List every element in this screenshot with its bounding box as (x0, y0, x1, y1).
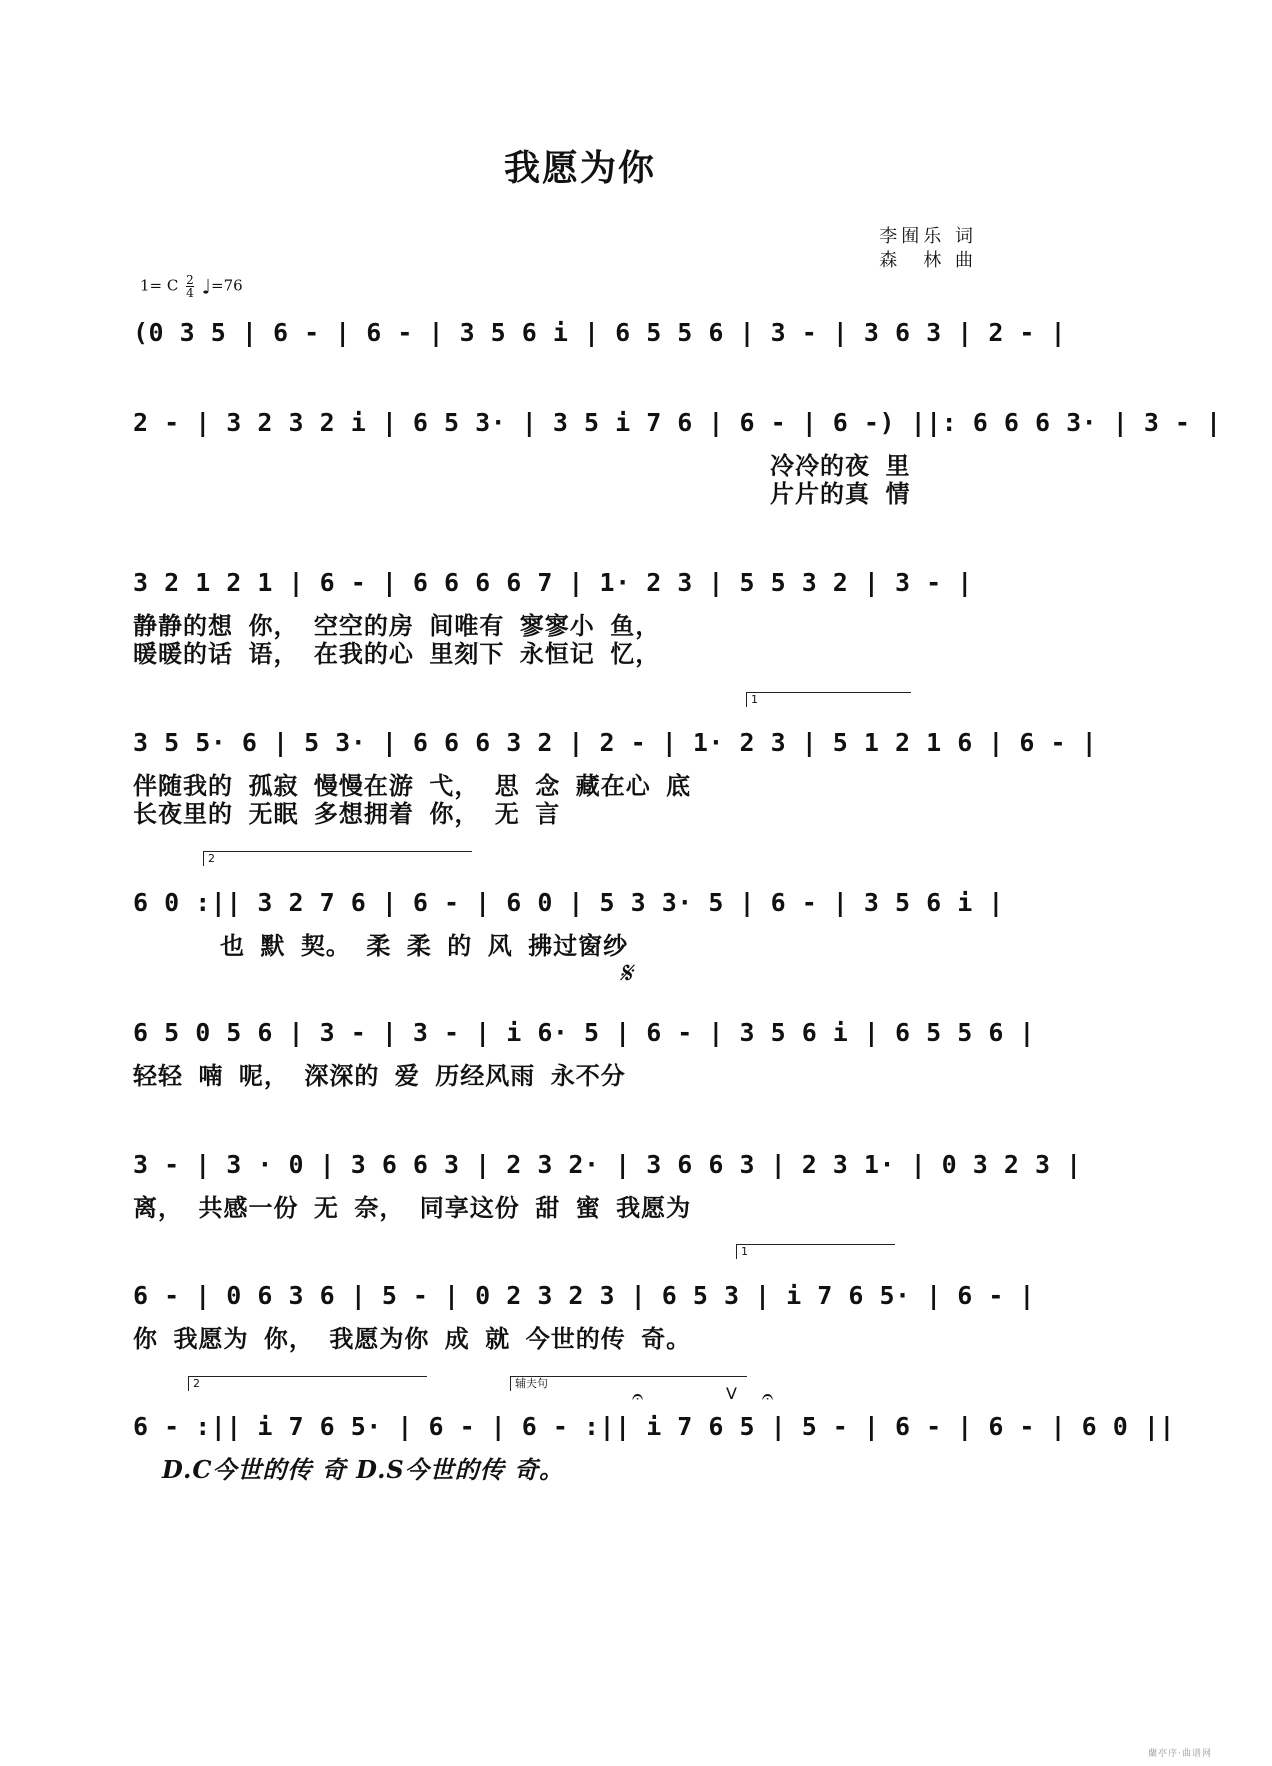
fermata-sign-2: 𝄐 (762, 1384, 774, 1408)
composer-credit: 森 林 曲 (879, 250, 977, 271)
time-signature (186, 274, 194, 299)
lyric-line-6: 轻轻 喃 呢， 深深的 爱 历经风雨 永不分 (133, 1062, 626, 1090)
notation-line-7: 3 - | 3 · 0 | 3 6 6 3 | 2 3 2· | 3 6 6 3 | 2 3 1· | 0 3 2 3 | (133, 1150, 1082, 1179)
lyricist-credit: 李囿乐 词 (879, 226, 977, 247)
notation-line-4: 3 5 5· 6 | 5 3· | 6 6 6 3 2 | 2 - | 1· 2 3 | 5 1 2 1 6 | 6 - | (133, 728, 1098, 757)
key-signature: 1= C (140, 276, 179, 295)
coda-bracket: 辅夫句 (510, 1376, 747, 1391)
notation-line-5: 6 0 :|| 3 2 7 6 | 6 - | 6 0 | 5 3 3· 5 | 6 - | 3 5 6 i | (133, 888, 1004, 917)
first-ending-bracket-2: 1 (736, 1244, 895, 1259)
second-ending-bracket-2: 2 (188, 1376, 427, 1391)
site-watermark: 蘭亭序·曲谱网 (1148, 1749, 1212, 1759)
lyric-line-8: 你 我愿为 你， 我愿为你 成 就 今世的传 奇。 (133, 1325, 692, 1353)
notation-line-1: (0 3 5 | 6 - | 6 - | 3 5 6 i | 6 5 5 6 | 3 - | 3 6 3 | 2 - | (133, 318, 1067, 347)
notation-line-6: 6 5 0 5 6 | 3 - | 3 - | i 6· 5 | 6 - | 3 5 6 i | 6 5 5 6 | (133, 1018, 1035, 1047)
first-ending-bracket: 1 (746, 692, 911, 707)
notation-line-8: 6 - | 0 6 3 6 | 5 - | 0 2 3 2 3 | 6 5 3 | i 7 6 5· | 6 - | (133, 1281, 1035, 1310)
notation-line-3: 3 2 1 2 1 | 6 - | 6 6 6 6 7 | 1· 2 3 | 5 5 3 2 | 3 - | (133, 568, 973, 597)
lyric-line-9: D.C今世的传 奇 D.S今世的传 奇。 (162, 1455, 565, 1484)
lyric-line-2-verse-1: 冷冷的夜 里 (770, 452, 911, 480)
lyric-line-2-verse-2: 片片的真 情 (770, 480, 911, 508)
quarter-note-icon: ♩ (201, 274, 211, 299)
segno-sign: 𝄋 (619, 956, 632, 991)
tempo-value: =76 (211, 276, 243, 295)
lyric-line-3-verse-2: 暖暖的话 语， 在我的心 里刻下 永恒记 忆， (133, 640, 661, 668)
lyric-line-7: 离， 共感一份 无 奈， 同享这份 甜 蜜 我愿为 (133, 1194, 692, 1222)
meter-bottom: 4 (186, 286, 194, 300)
notation-line-9: 6 - :|| i 7 6 5· | 6 - | 6 - :|| i 7 6 5 | 5 - | 6 - | 6 - | 6 0 || (133, 1412, 1175, 1441)
breath-mark: V (726, 1384, 737, 1403)
key-tempo (140, 274, 243, 299)
notation-line-2: 2 - | 3 2 3 2 i | 6 5 3· | 3 5 i 7 6 | 6 - | 6 -) ||: 6 6 6 3· | 3 - | (133, 408, 1222, 437)
song-title: 我愿为你 (503, 147, 656, 189)
lyric-line-4-verse-1: 伴随我的 孤寂 慢慢在游 弋， 思 念 藏在心 底 (133, 772, 692, 800)
lyric-line-4-verse-2: 长夜里的 无眠 多想拥着 你， 无 言 (133, 800, 561, 828)
meter-top: 2 (186, 273, 194, 287)
lyric-line-3-verse-1: 静静的想 你， 空空的房 间唯有 寥寥小 鱼， (133, 612, 661, 640)
fermata-sign: 𝄐 (632, 1384, 644, 1408)
lyric-line-5: 也 默 契。 柔 柔 的 风 拂过窗纱 (220, 932, 629, 960)
second-ending-bracket: 2 (203, 851, 472, 866)
